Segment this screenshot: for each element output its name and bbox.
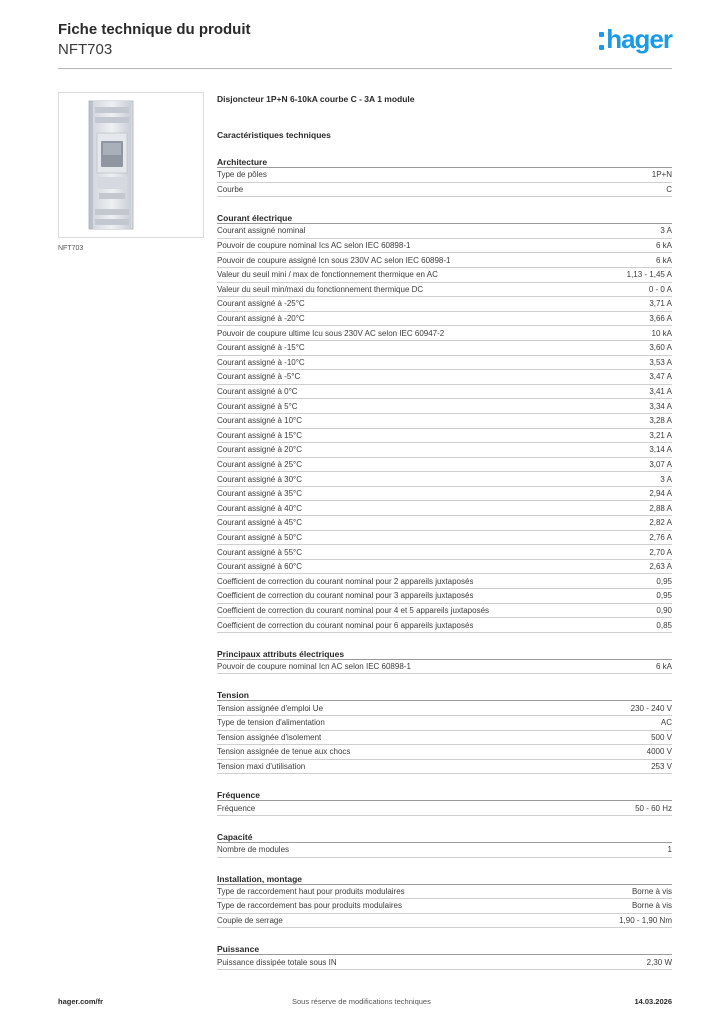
spec-label: Tension maxi d'utilisation [217, 762, 306, 772]
section-title: Courant électrique [217, 212, 672, 224]
spec-value: C [666, 184, 672, 194]
spec-value: 2,82 A [649, 518, 672, 528]
document-title: Fiche technique du produit [58, 21, 251, 38]
spec-content [217, 93, 672, 970]
hager-logo [599, 24, 672, 54]
spec-row [217, 458, 672, 473]
spec-label: Courant assigné à -25°C [217, 299, 305, 309]
spec-value: 230 - 240 V [630, 703, 672, 713]
image-caption: NFT703 [58, 245, 84, 252]
section-title: Tension [217, 689, 672, 701]
spec-value: 3,66 A [649, 314, 672, 324]
spec-value: 3 A [660, 474, 672, 484]
spec-value: 6 kA [655, 662, 672, 672]
spec-row [217, 297, 672, 312]
spec-label: Courant assigné à 30°C [217, 474, 303, 484]
header-divider [58, 68, 672, 69]
section-title: Installation, montage [217, 873, 672, 885]
section-title: Capacité [217, 831, 672, 843]
page-header [58, 20, 672, 66]
spec-label: Coefficient de correction du courant nominal pour 3 appareils juxtaposés [217, 591, 474, 601]
spec-value: 1,13 - 1,45 A [626, 270, 672, 280]
spec-value: 253 V [651, 762, 672, 772]
characteristics-title: Caractéristiques techniques [217, 130, 331, 140]
spec-value: 0,95 [656, 591, 672, 601]
spec-label: Type de raccordement haut pour produits modulaires [217, 886, 405, 896]
spec-row [217, 283, 672, 298]
spec-label: Nombre de modules [217, 845, 290, 855]
spec-row [217, 914, 672, 929]
spec-label: Courant assigné à 5°C [217, 401, 298, 411]
spec-value: 1P+N [651, 170, 672, 180]
spec-label: Courant assigné à 10°C [217, 416, 303, 426]
spec-row [217, 516, 672, 531]
spec-label: Coefficient de correction du courant nominal pour 6 appareils juxtaposés [217, 620, 474, 630]
spec-label: Pouvoir de coupure assigné Icn sous 230V AC selon IEC 60898-1 [217, 255, 451, 265]
spec-value: 1,90 - 1,90 Nm [619, 916, 672, 926]
footer-website: hager.com/fr [58, 997, 104, 1006]
spec-label: Tension assignée d'emploi Ue [217, 703, 324, 713]
spec-value: 0,85 [656, 620, 672, 630]
section-title: Fréquence [217, 789, 672, 801]
spec-value: 0,95 [656, 576, 672, 586]
spec-label: Tension assignée de tenue aux chocs [217, 747, 351, 757]
spec-row [217, 760, 672, 775]
spec-label: Courant assigné à 50°C [217, 532, 303, 542]
spec-row [217, 443, 672, 458]
page-footer [58, 997, 672, 1009]
spec-row [217, 224, 672, 239]
spec-row [217, 356, 672, 371]
spec-label: Tension assignée d'isolement [217, 732, 322, 742]
spec-value: 3,28 A [649, 416, 672, 426]
spec-section [217, 943, 672, 970]
spec-label: Courant assigné à 55°C [217, 547, 303, 557]
footer-date: 14.03.2026 [634, 997, 672, 1006]
spec-row [217, 239, 672, 254]
spec-row [217, 701, 672, 716]
spec-label: Courant assigné à 25°C [217, 459, 303, 469]
spec-value: 3,47 A [649, 372, 672, 382]
spec-value: Borne à vis [631, 901, 672, 911]
spec-row [217, 531, 672, 546]
spec-label: Coefficient de correction du courant nominal pour 2 appareils juxtaposés [217, 576, 474, 586]
spec-label: Courant assigné à -5°C [217, 372, 301, 382]
product-image [58, 92, 204, 238]
spec-label: Courant assigné à 20°C [217, 445, 303, 455]
spec-value: 3,14 A [649, 445, 672, 455]
spec-value: 3,53 A [649, 357, 672, 367]
spec-row [217, 385, 672, 400]
spec-row [217, 414, 672, 429]
spec-value: 0,90 [656, 605, 672, 615]
spec-value: 2,76 A [649, 532, 672, 542]
spec-label: Courant assigné à 60°C [217, 562, 303, 572]
section-title: Puissance [217, 943, 672, 955]
spec-label: Puissance dissipée totale sous IN [217, 957, 337, 967]
spec-section [217, 789, 672, 816]
spec-row [217, 560, 672, 575]
spec-row [217, 843, 672, 858]
spec-label: Valeur du seuil mini / max de fonctionnement thermique en AC [217, 270, 438, 280]
spec-label: Courant assigné à 45°C [217, 518, 303, 528]
spec-row [217, 370, 672, 385]
spec-row [217, 885, 672, 900]
spec-label: Coefficient de correction du courant nominal pour 4 et 5 appareils juxtaposés [217, 605, 490, 615]
spec-label: Courant assigné à 35°C [217, 489, 303, 499]
spec-value: 2,70 A [649, 547, 672, 557]
spec-value: 2,88 A [649, 503, 672, 513]
spec-row [217, 731, 672, 746]
spec-value: 3 A [660, 226, 672, 236]
spec-label: Courant assigné à 0°C [217, 387, 298, 397]
spec-label: Type de pôles [217, 170, 267, 180]
spec-label: Fréquence [217, 803, 256, 813]
spec-label: Couple de serrage [217, 916, 283, 926]
spec-row [217, 472, 672, 487]
spec-value: 10 kA [651, 328, 672, 338]
spec-section [217, 689, 672, 774]
spec-row [217, 168, 672, 183]
section-title: Architecture [217, 156, 672, 168]
spec-row [217, 501, 672, 516]
spec-label: Courant assigné à 15°C [217, 430, 303, 440]
spec-label: Type de raccordement bas pour produits modulaires [217, 901, 402, 911]
spec-row [217, 183, 672, 198]
spec-value: 3,71 A [649, 299, 672, 309]
spec-section [217, 156, 672, 197]
spec-value: 3,41 A [649, 387, 672, 397]
spec-label: Courant assigné à -10°C [217, 357, 305, 367]
spec-row [217, 487, 672, 502]
spec-row [217, 268, 672, 283]
spec-value: 1 [667, 845, 672, 855]
spec-value: 2,94 A [649, 489, 672, 499]
spec-label: Pouvoir de coupure nominal Icn AC selon IEC 60898-1 [217, 662, 411, 672]
spec-row [217, 899, 672, 914]
spec-value: 2,63 A [649, 562, 672, 572]
circuit-breaker-illustration [59, 93, 203, 237]
spec-row [217, 660, 672, 675]
spec-label: Courant assigné à -20°C [217, 314, 305, 324]
spec-row [217, 253, 672, 268]
spec-row [217, 545, 672, 560]
logo-wordmark: hager [606, 24, 672, 54]
section-title: Principaux attributs électriques [217, 648, 672, 660]
spec-value: 50 - 60 Hz [635, 803, 672, 813]
spec-row [217, 955, 672, 970]
spec-label: Valeur du seuil min/maxi du fonctionnement thermique DC [217, 284, 424, 294]
spec-value: Borne à vis [631, 886, 672, 896]
spec-label: Pouvoir de coupure ultime Icu sous 230V AC selon IEC 60947-2 [217, 328, 445, 338]
spec-section [217, 831, 672, 858]
spec-label: Courant assigné nominal [217, 226, 306, 236]
spec-section [217, 648, 672, 675]
spec-row [217, 745, 672, 760]
spec-value: 3,21 A [649, 430, 672, 440]
spec-section [217, 212, 672, 633]
spec-sections [217, 156, 672, 970]
spec-value: AC [660, 718, 672, 728]
footer-disclaimer: Sous réserve de modifications techniques [292, 997, 431, 1006]
spec-row [217, 326, 672, 341]
spec-row [217, 589, 672, 604]
spec-row [217, 604, 672, 619]
spec-row [217, 341, 672, 356]
spec-row [217, 801, 672, 816]
spec-value: 500 V [651, 732, 672, 742]
spec-section [217, 873, 672, 929]
spec-row [217, 716, 672, 731]
spec-label: Courant assigné à 40°C [217, 503, 303, 513]
spec-value: 2,30 W [646, 957, 672, 967]
spec-row [217, 574, 672, 589]
spec-label: Pouvoir de coupure nominal Ics AC selon IEC 60898-1 [217, 241, 411, 251]
logo-colon-icon [599, 32, 604, 50]
spec-row [217, 399, 672, 414]
spec-row [217, 618, 672, 633]
spec-value: 4000 V [646, 747, 672, 757]
spec-value: 0 - 0 A [648, 284, 672, 294]
spec-label: Courbe [217, 184, 244, 194]
spec-label: Type de tension d'alimentation [217, 718, 325, 728]
product-reference: NFT703 [58, 41, 113, 58]
spec-value: 6 kA [655, 241, 672, 251]
spec-row [217, 312, 672, 327]
spec-value: 3,07 A [649, 459, 672, 469]
spec-value: 3,34 A [649, 401, 672, 411]
spec-row [217, 429, 672, 444]
spec-value: 6 kA [655, 255, 672, 265]
product-name: Disjoncteur 1P+N 6-10kA courbe C - 3A 1 module [217, 94, 415, 104]
spec-value: 3,60 A [649, 343, 672, 353]
spec-label: Courant assigné à -15°C [217, 343, 305, 353]
